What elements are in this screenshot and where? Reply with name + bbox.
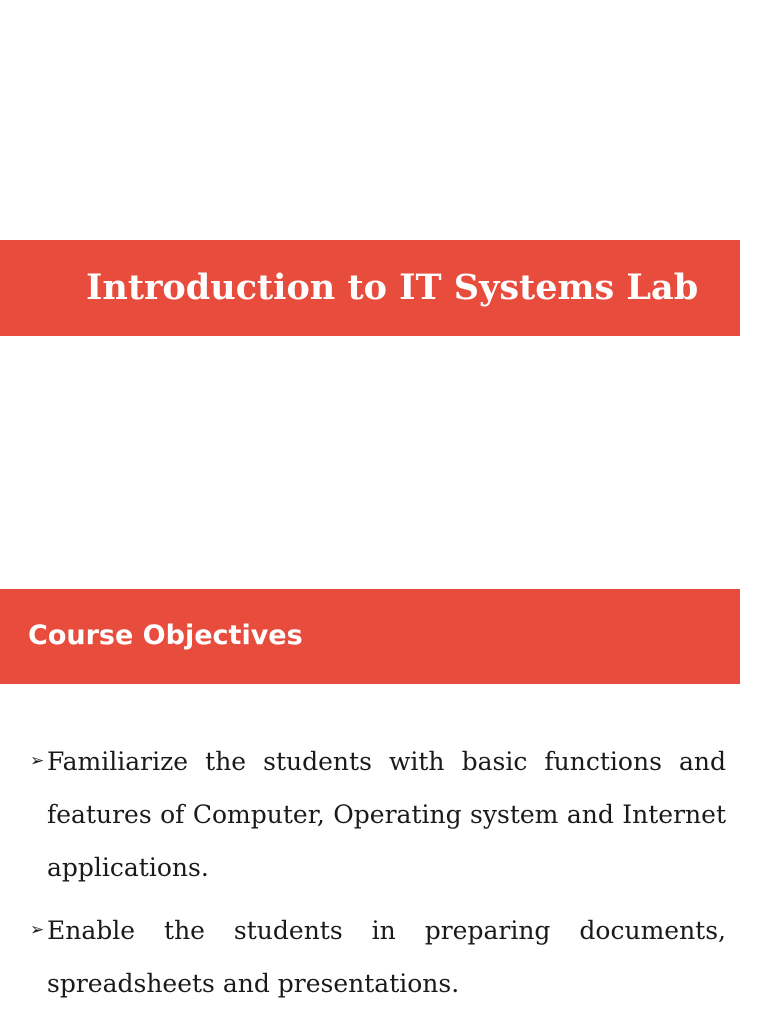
objective-text: Enable the students in preparing documents, spreadsheets and presentations. [47, 916, 726, 998]
list-item [30, 904, 726, 1010]
list-item [30, 735, 726, 894]
section-banner [0, 589, 740, 684]
arrow-bullet-icon: ➢ [30, 920, 45, 940]
objective-text: Familiarize the students with basic functions and features of Computer, Operating system and Internet applications. [47, 747, 726, 882]
objectives-list [30, 735, 726, 1020]
section-heading: Course Objectives [28, 620, 303, 651]
page-title: Introduction to IT Systems Lab [86, 267, 699, 308]
title-banner [0, 240, 740, 336]
arrow-bullet-icon: ➢ [30, 751, 45, 771]
